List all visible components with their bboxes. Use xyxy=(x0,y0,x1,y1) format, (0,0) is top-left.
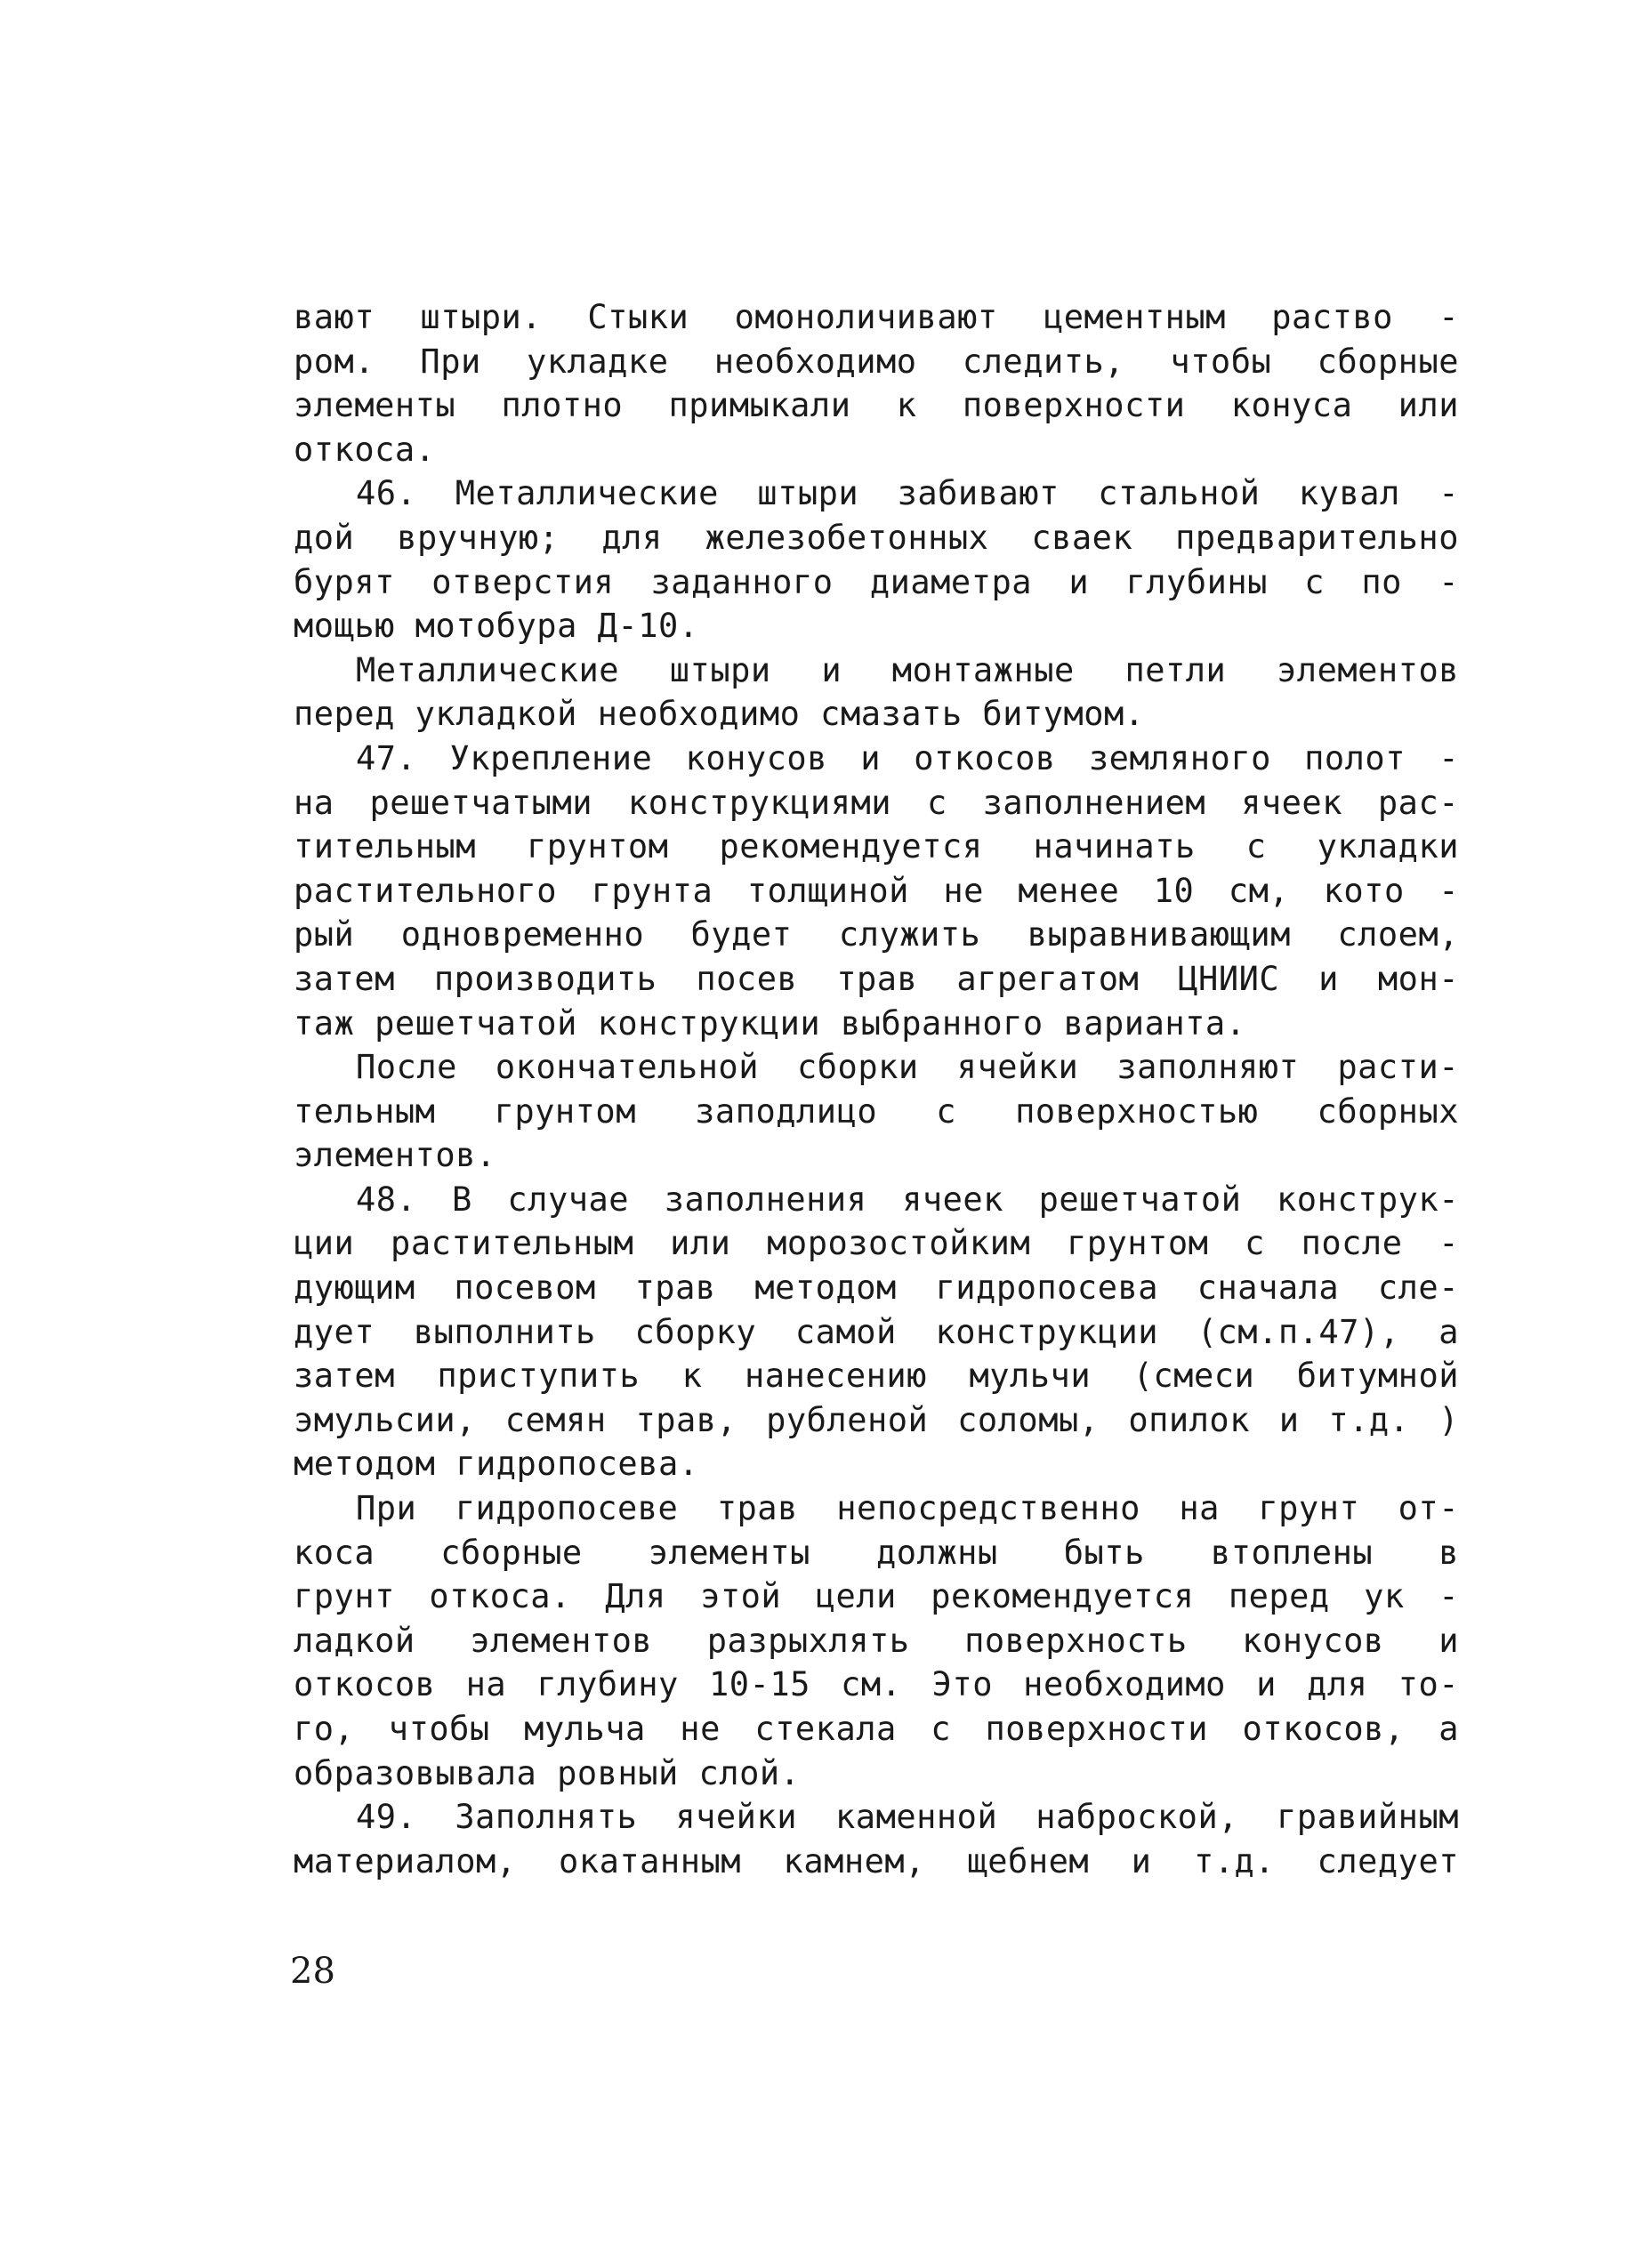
text-line: дующим посевом трав методом гидропосева сначала сле- xyxy=(294,1268,1459,1308)
text-line: мощью мотобура Д-10. xyxy=(294,607,699,646)
paragraph xyxy=(294,1795,1459,1883)
text-line: грунт откоса. Для этой цели рекомендуется перед ук - xyxy=(294,1577,1459,1616)
paragraph xyxy=(294,471,1459,648)
paragraph xyxy=(294,737,1459,1045)
text-line: дой вручную; для железобетонных сваек предварительно xyxy=(294,518,1459,557)
text-line: ладкой элементов разрыхлять поверхность конусов и xyxy=(294,1621,1459,1660)
text-line: тельным грунтом заподлицо с поверхностью сборных xyxy=(294,1091,1459,1131)
text-line: затем производить посев трав агрегатом ЦНИИС и мон- xyxy=(294,959,1459,998)
text-line: 47. Укрепление конусов и откосов земляного полот - xyxy=(356,738,1459,777)
text-line: таж решетчатой конструкции выбранного варианта. xyxy=(294,1003,1246,1043)
paragraph xyxy=(294,648,1459,737)
body-text xyxy=(294,295,1459,1883)
paragraph xyxy=(294,1045,1459,1178)
paragraph xyxy=(294,1486,1459,1795)
text-line: затем приступить к нанесению мульчи (смеси битумной xyxy=(294,1357,1459,1396)
text-line: эмульсии, семян трав, рубленой соломы, опилок и т.д. ) xyxy=(294,1400,1459,1439)
text-line: го, чтобы мульча не стекала с поверхности откосов, а xyxy=(294,1710,1459,1748)
text-line: 48. В случае заполнения ячеек решетчатой конструк- xyxy=(356,1180,1459,1219)
text-line: рый одновременно будет служить выравнивающим слоем, xyxy=(294,915,1459,954)
page-number: 28 xyxy=(290,1951,335,1992)
text-line: дует выполнить сборку самой конструкции (см.п.47), а xyxy=(294,1312,1459,1351)
text-line: После окончательной сборки ячейки заполняют расти- xyxy=(356,1048,1459,1087)
text-line: перед укладкой необходимо смазать битумом. xyxy=(294,695,1145,734)
text-line: элементов. xyxy=(294,1136,496,1175)
text-line: откоса. xyxy=(294,430,436,469)
text-line: вают штыри. Стыки омоноличивают цементным раство - xyxy=(294,298,1459,336)
text-line: 46. Металлические штыри забивают стальной кувал - xyxy=(356,474,1459,513)
text-line: материалом, окатанным камнем, щебнем и т.д. следует xyxy=(294,1841,1459,1880)
text-line: на решетчатыми конструкциями с заполнением ячеек рас- xyxy=(294,783,1459,822)
text-line: методом гидропосева. xyxy=(294,1445,699,1484)
text-line: Металлические штыри и монтажные петли элементов xyxy=(356,650,1459,689)
paragraph xyxy=(294,1178,1459,1486)
text-line: 49. Заполнять ячейки каменной наброской, гравийным xyxy=(356,1798,1459,1837)
text-line: образовывала ровный слой. xyxy=(294,1753,801,1792)
text-line: откосов на глубину 10-15 см. Это необходимо и для то- xyxy=(294,1665,1459,1704)
text-line: коса сборные элементы должны быть втоплены в xyxy=(294,1533,1459,1572)
text-line: элементы плотно примыкали к поверхности конуса или xyxy=(294,386,1459,425)
text-line: бурят отверстия заданного диаметра и глубины с по - xyxy=(294,562,1459,601)
text-line: При гидропосеве трав непосредственно на грунт от- xyxy=(356,1489,1459,1528)
text-line: растительного грунта толщиной не менее 10 см, кото - xyxy=(294,871,1459,910)
text-line: ции растительным или морозостойким грунтом с после - xyxy=(294,1224,1459,1263)
text-line: ром. При укладке необходимо следить, чтобы сборные xyxy=(294,342,1459,381)
paragraph xyxy=(294,295,1459,471)
text-line: тительным грунтом рекомендуется начинать с укладки xyxy=(294,827,1459,866)
